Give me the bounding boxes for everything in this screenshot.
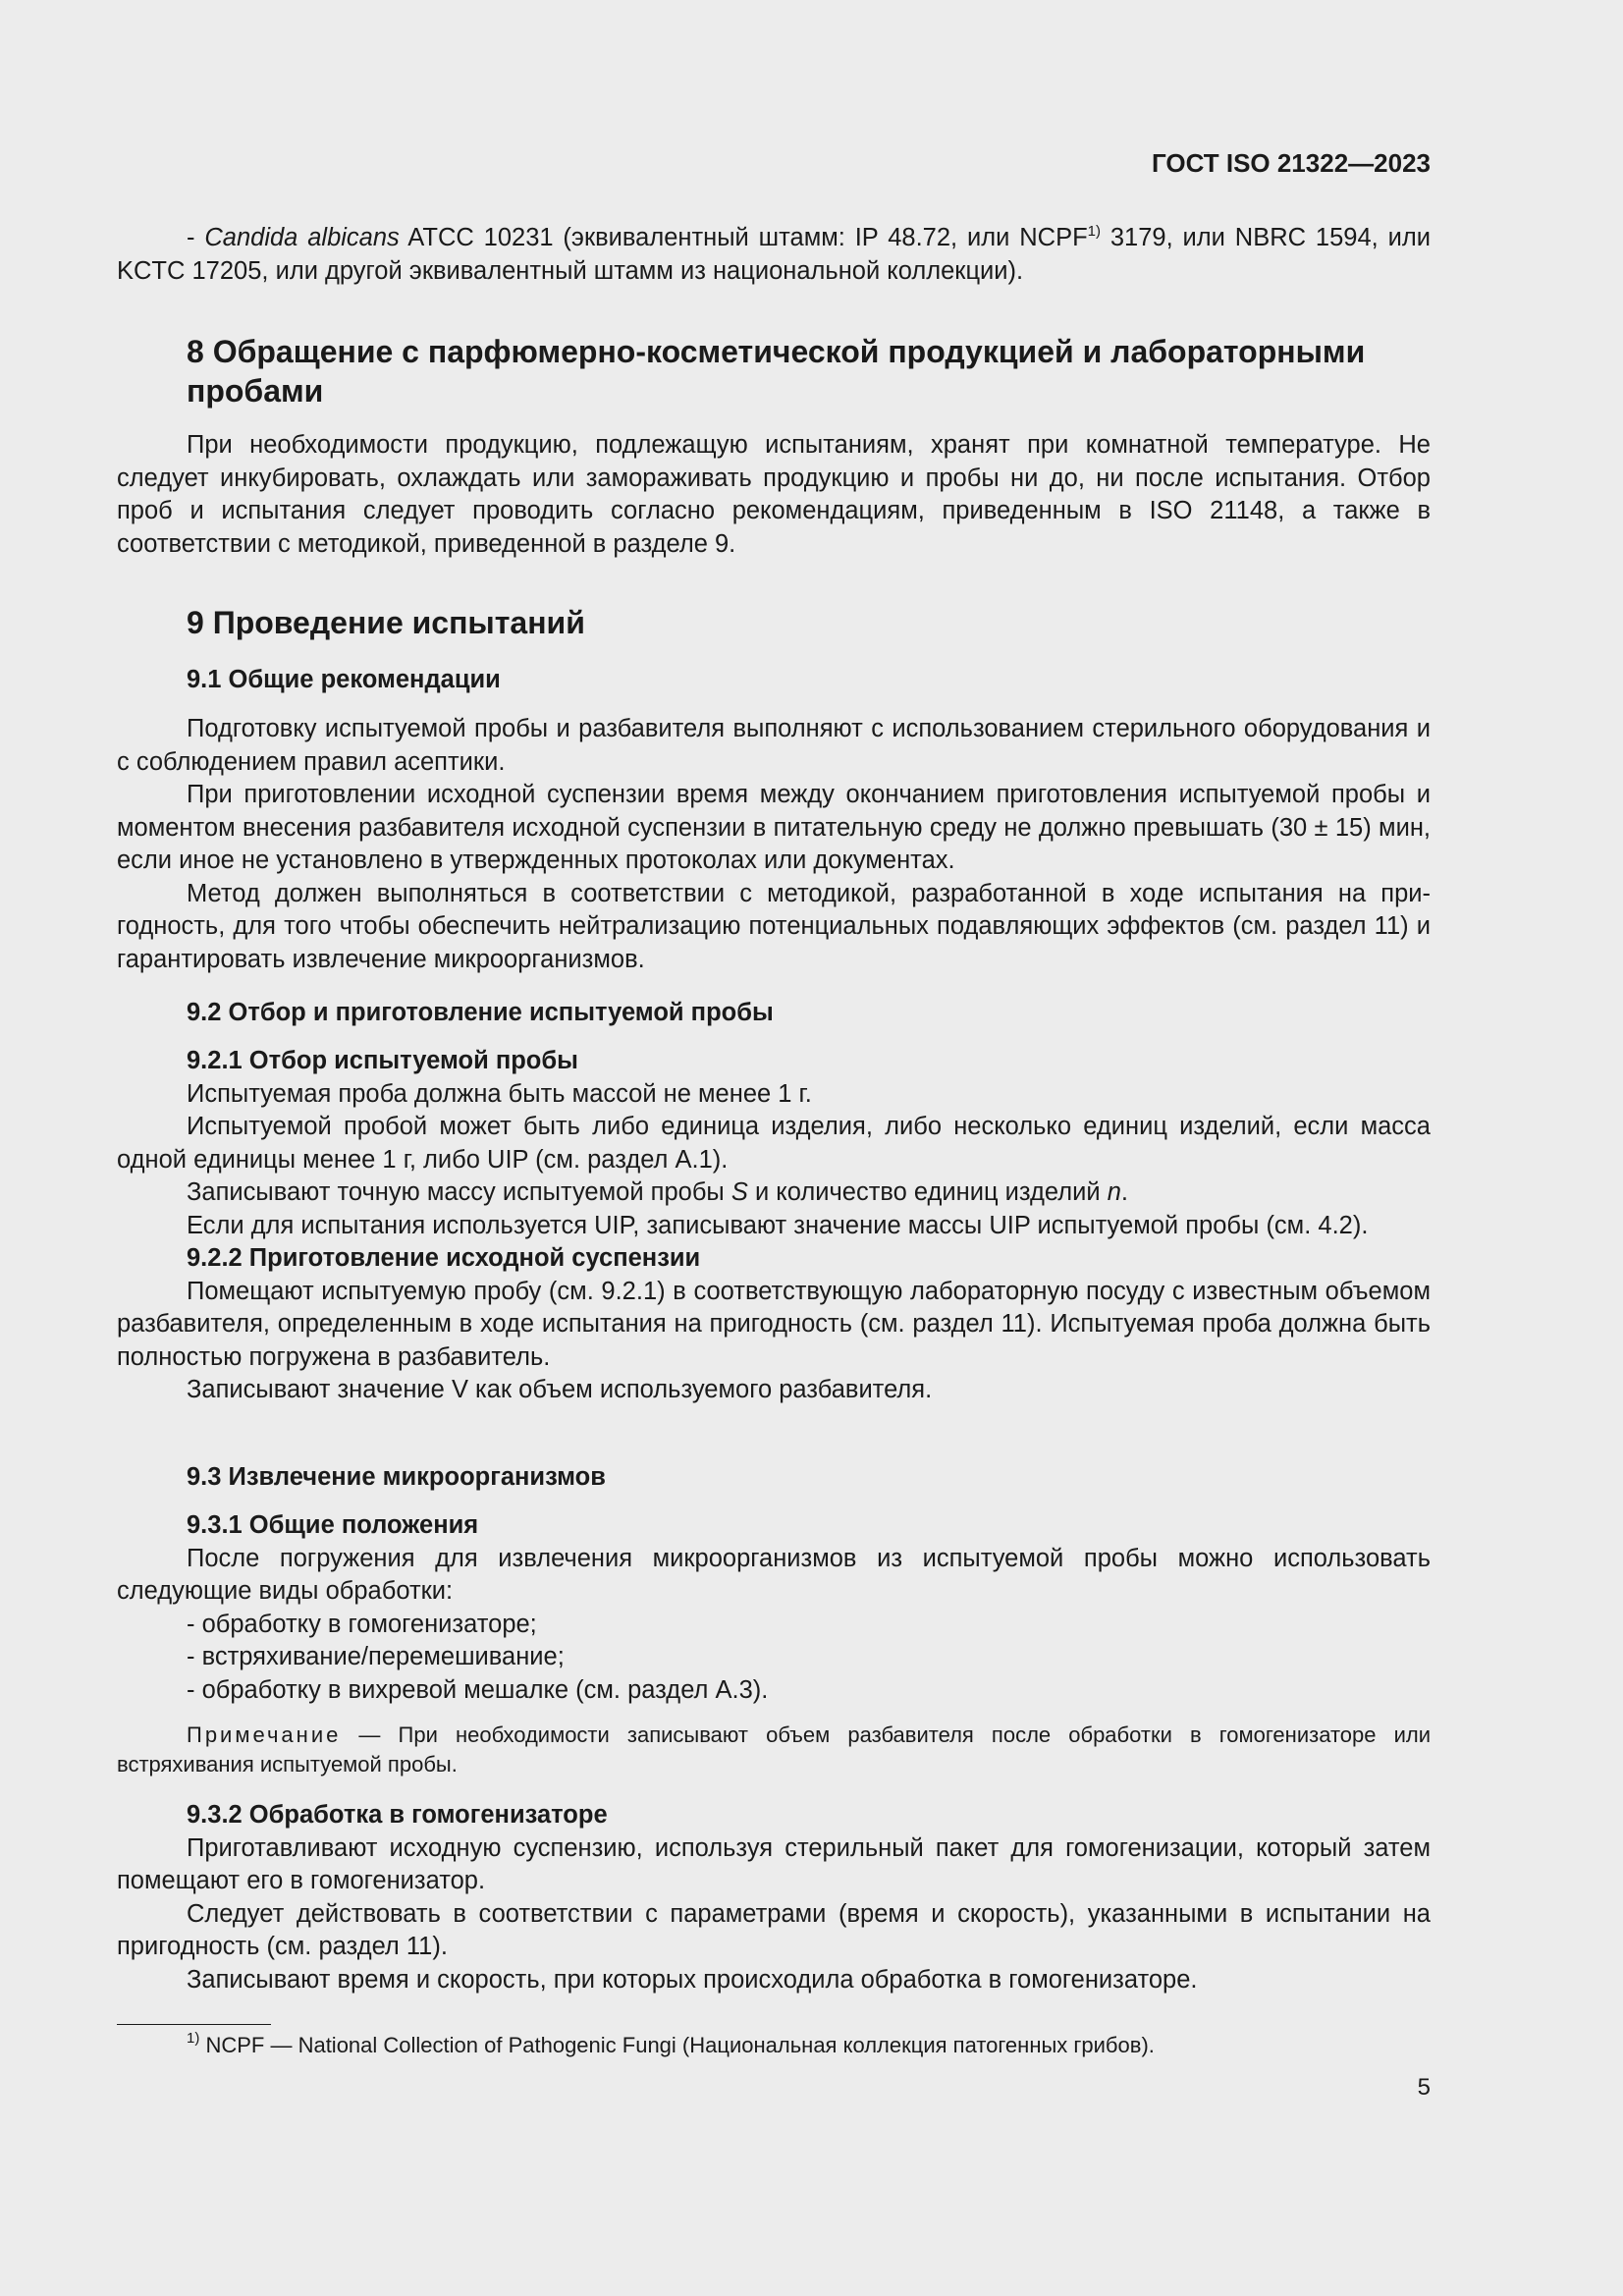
section-9-2-body	[117, 1045, 1431, 1407]
page-number: 5	[1417, 2074, 1431, 2101]
footnote-divider	[117, 2024, 271, 2025]
paragraph: Метод должен выполняться в соответствии с методикой, разработанной в ходе испытания на пригодность, для того чтобы обеспечить нейтрализацию потенциальных подавляющих эффектов (см. раздел 11) и гарантировать извлечение микроорганизмов.	[117, 879, 1431, 973]
section-9-3-heading: 9.3 Извлечение микроорганизмов	[187, 1463, 606, 1491]
paragraph: Помещают испытуемую пробу (см. 9.2.1) в соответствующую лабораторную посуду с известным объемом разбавителя, определенным в ходе испытания на пригодность (см. раздел 11). Испытуемая проба должна быть полностью погружена в разбавитель.	[117, 1277, 1431, 1371]
section-9-1-body	[117, 713, 1431, 976]
paragraph: Записывают время и скорость, при которых происходила обработка в гомогенизаторе.	[187, 1965, 1198, 1994]
paragraph: При приготовлении исходной суспензии время между окончанием приготовления испытуемой пробы и моментом внесения разбавителя исходной суспензии в питательную среду не должно превышать (30 ± 15) мин, если иное не установлено в утвержденных протоколах или документах.	[117, 781, 1431, 874]
paragraph: После погружения для извлечения микроорганизмов из испытуемой пробы можно использовать следующие виды обработки:	[117, 1544, 1431, 1605]
paragraph: Если для испытания используется UIP, записывают значение массы UIP испытуемой пробы (см. 4.2).	[187, 1211, 1369, 1239]
footnote: $^{1)}$ NCPF — National Collection of Pathogenic Fungi (Национальная коллекция патогенных грибов).	[187, 2030, 1155, 2057]
note: Примечание — При необходимости записывают объем разбавителя после обработки в гомогенизаторе или встряхивания испытуемой пробы.	[117, 1722, 1431, 1777]
section-9-heading: 9 Проведение испытаний	[187, 605, 585, 640]
section-9-3-2-heading: 9.3.2 Обработка в гомогенизаторе	[187, 1801, 608, 1829]
section-9-2-2-heading: 9.2.2 Приготовление исходной суспензии	[187, 1244, 701, 1272]
paragraph: Испытуемая проба должна быть массой не менее 1 г.	[187, 1079, 812, 1108]
section-9-3-2-body	[117, 1799, 1431, 1996]
section-9-3-body	[117, 1509, 1431, 1707]
list-item: - обработку в вихревой мешалке (см. раздел А.3).	[187, 1675, 769, 1704]
species-name: Candida albicans	[204, 224, 400, 251]
section-9-2-1-heading: 9.2.1 Отбор испытуемой пробы	[187, 1047, 578, 1074]
section-9-2-heading: 9.2 Отбор и приготовление испытуемой пробы	[187, 999, 774, 1026]
paragraph: Приготавливают исходную суспензию, используя стерильный пакет для гомогенизации, который затем помещают его в гомогенизатор.	[117, 1833, 1431, 1894]
footnote-marker: 1)	[1087, 223, 1101, 240]
document-id: ГОСТ ISO 21322—2023	[1151, 148, 1431, 178]
list-item: - встряхивание/перемешивание;	[187, 1643, 565, 1670]
section-9-3-1-heading: 9.3.1 Общие положения	[187, 1511, 479, 1539]
list-item: - обработку в гомогенизаторе;	[187, 1610, 537, 1638]
paragraph: Испытуемой пробой может быть либо единица изделия, либо несколько единиц изделий, если масса одной единицы менее 1 г, либо UIP (см. раздел А.1).	[117, 1113, 1431, 1174]
section-8-heading: 8 Обращение с парфюмерно-косметической продукцией и лабораторными пробами	[187, 334, 1366, 409]
note-label: Примечание	[187, 1722, 342, 1747]
section-9-1-heading: 9.1 Общие рекомендации	[187, 666, 501, 693]
paragraph: Записывают значение V как объем используемого разбавителя.	[187, 1376, 933, 1403]
paragraph: Следует действовать в соответствии с параметрами (время и скорость), указанными в испытании на пригодность (см. раздел 11).	[117, 1899, 1431, 1960]
paragraph: Подготовку испытуемой пробы и разбавителя выполняют с использованием стерильного оборудования и с соблюдением правил асептики.	[117, 715, 1431, 776]
section-8-paragraph: При необходимости продукцию, подлежащую испытаниям, хранят при комнатной температуре. Не следует инкубировать, охлаждать или замораживать продукцию и пробы ни до, ни после испытания. Отбор проб и испытания следует проводить согласно рекомендациям, приведенным в ISO 21148, а также в соответствии с методикой, приведенной в разделе 9.	[117, 431, 1431, 558]
paragraph: Записывают точную массу испытуемой пробы S и количество единиц изделий n.	[187, 1178, 1128, 1206]
intro-paragraph: - Candida albicans ATCC 10231 (эквивалентный штамм: IP 48.72, или NCPF$^{1)}$ 3179, или NBRC 1594, или KCTC 17205, или другой эквивалентный штамм из национальной коллекции).	[117, 223, 1431, 285]
footnote-marker: 1)	[187, 2030, 200, 2047]
